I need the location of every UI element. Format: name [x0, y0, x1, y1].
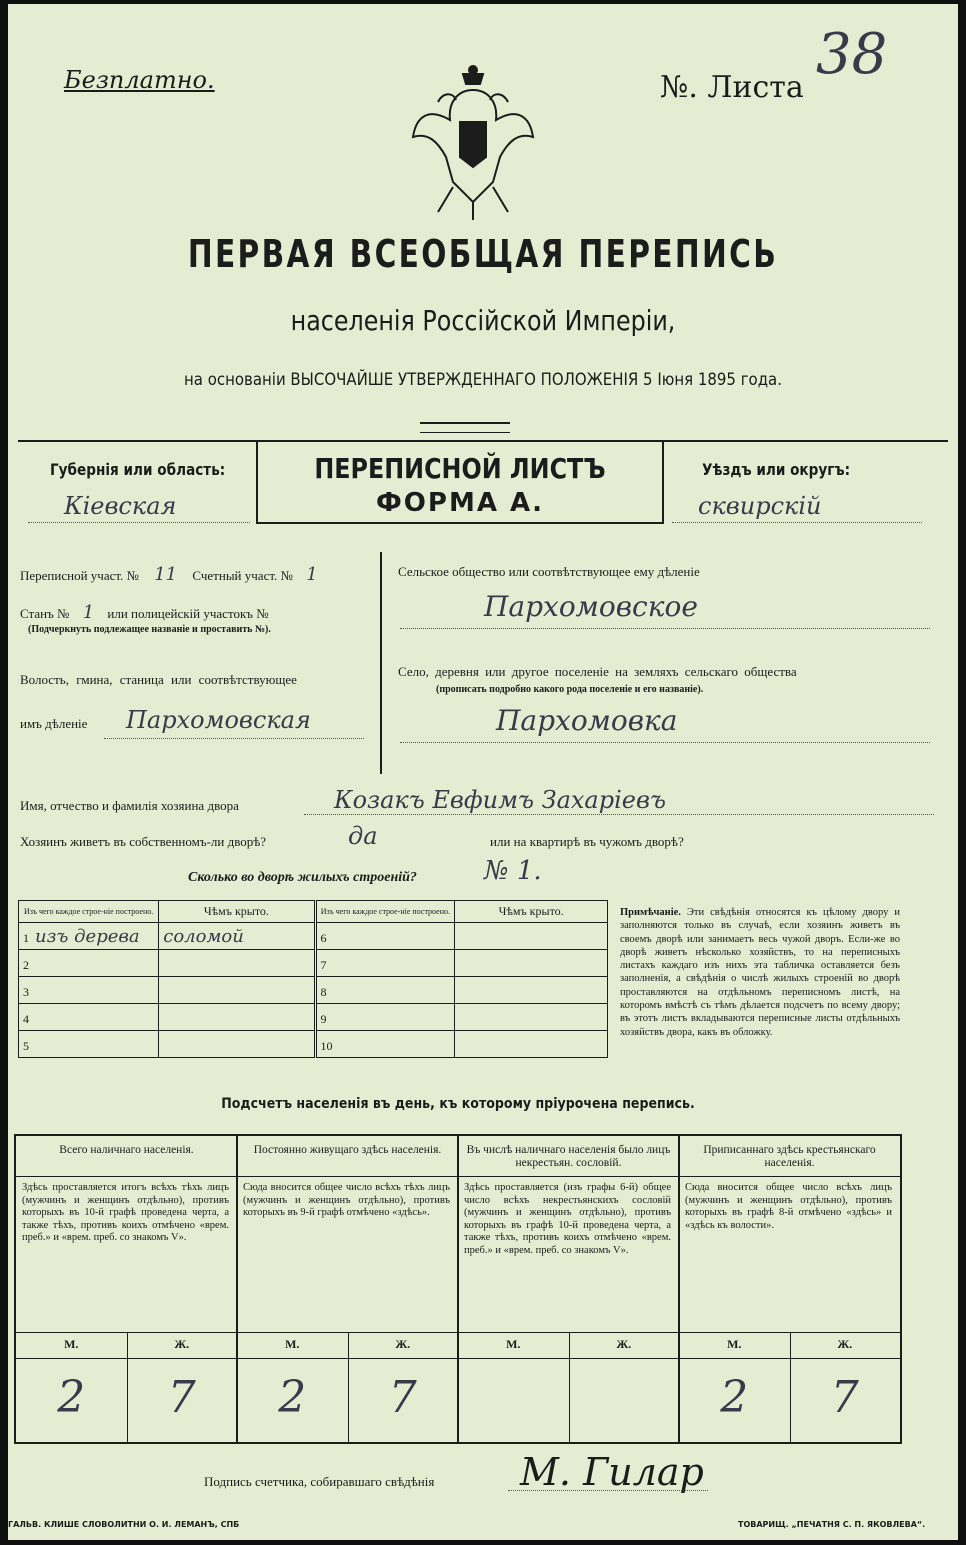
female-label: Ж. — [395, 1337, 411, 1351]
summary-table — [14, 1134, 902, 1444]
material-cell — [19, 977, 159, 1004]
summary-col-divider — [457, 1136, 459, 1442]
form-bottom-rule — [256, 522, 664, 524]
free-of-charge-label: Безплатно. — [64, 66, 215, 94]
material-cell — [315, 1004, 455, 1031]
material-cell — [19, 1004, 159, 1031]
middle-divider — [380, 552, 382, 774]
ornament-divider — [420, 422, 510, 433]
row-number: 3 — [23, 984, 29, 999]
summary-title: Подсчетъ населенія въ день, къ которому пріурочена перепись. — [221, 1096, 695, 1112]
roof-cell — [455, 977, 608, 1004]
village-label: Село, деревня или другое поселеніе на земляхъ сельскаго общества — [398, 664, 797, 679]
own-yard-value: да — [348, 822, 378, 850]
roof-cell — [159, 1004, 315, 1031]
census-sheet — [8, 4, 958, 1540]
buildings-row — [19, 923, 608, 950]
summary-col-text: Сюда вносится общее число всѣхъ тѣхъ лицъ (мужчинъ и женщинъ отдѣльно), противъ которыхъ въ 9-й графѣ отмѣчено «здѣсь». — [243, 1182, 450, 1218]
roof-cell — [455, 1031, 608, 1058]
buildings-row — [19, 977, 608, 1004]
double-headed-eagle-icon — [408, 62, 538, 222]
material-cell — [19, 950, 159, 977]
society-label: Сельское общество или соотвѣтствующее ему дѣленіе — [398, 564, 700, 579]
male-label: М. — [727, 1337, 742, 1351]
roof-cell — [159, 923, 315, 950]
buildings-count-label: Сколько во дворѣ жилыхъ строеній? — [188, 870, 417, 885]
roof-value: соломой — [163, 925, 244, 947]
row-number: 1 — [23, 930, 29, 945]
material-cell — [19, 1031, 159, 1058]
own-yard-label: Хозяинъ живетъ въ собственномъ-ли дворѣ? — [20, 834, 267, 849]
owner-name-value: Козакъ Евфимъ Захарiевъ — [334, 786, 666, 814]
volost-value: Пархомовская — [126, 706, 311, 734]
row-number: 6 — [320, 930, 327, 945]
summary-col-text: Здѣсь проставляется (изъ графы 6-й) общее число всѣхъ некрестьянскихъ сословій (мужчинъ и женщинъ отдѣльно), противъ которыхъ въ графѣ 10-й проведена черта, а также тѣхъ, противъ коихъ отмѣчено «врем. преб.» и «врем. преб. со знакомъ V». — [464, 1182, 671, 1256]
col-material-left: Изъ чего каждое строе-ніе построено. — [19, 901, 159, 923]
row-number: 2 — [23, 957, 29, 972]
roof-cell — [159, 1031, 315, 1058]
form-right-divider — [662, 440, 664, 524]
roof-cell — [159, 977, 315, 1004]
row-number: 10 — [320, 1038, 333, 1053]
col-roof-left: Чѣмъ крыто. — [159, 901, 315, 923]
village-note: (прописать подробно какого рода поселеніе и его названіе). — [436, 684, 704, 695]
buildings-row — [19, 950, 608, 977]
roof-cell — [455, 950, 608, 977]
printer-left: ГАЛЬВ. КЛИШЕ СЛОВОЛИТНИ О. И. ЛЕМАНЪ, СПБ — [8, 1520, 240, 1529]
roof-cell — [455, 923, 608, 950]
female-label: Ж. — [616, 1337, 632, 1351]
col-material-right: Изъ чего каждое строе-ніе построено. — [315, 901, 455, 923]
roof-cell — [159, 950, 315, 977]
summary-col-text: Сюда вносится общее число всѣхъ лицъ (мужчинъ и женщинъ отдѣльно), противъ которыхъ въ графѣ 8-й отмѣчено «здѣсь» и «здѣсь къ волости». — [685, 1182, 892, 1231]
male-count: 2 — [720, 1372, 749, 1423]
province-label: Губернія или область: — [50, 460, 226, 479]
subtitle: населенія Россійской Имперіи, — [290, 304, 676, 337]
count-plot-value: 1 — [306, 564, 318, 585]
female-label: Ж. — [174, 1337, 190, 1351]
female-label: Ж. — [837, 1337, 853, 1351]
summary-col-head: Всего наличнаго населенія. — [59, 1144, 194, 1156]
enumerator-signature: М. Гилар — [520, 1450, 704, 1494]
female-count: 7 — [388, 1372, 417, 1423]
col-roof-right: Чѣмъ крыто. — [455, 901, 608, 923]
summary-col-head: Приписаннаго здѣсь крестьянскаго населенія. — [703, 1144, 876, 1169]
summary-col-head: Постоянно живущаго здѣсь населенія. — [253, 1144, 442, 1156]
census-plot-label: Переписной участ. № — [20, 568, 139, 583]
buildings-count-value: № 1. — [484, 856, 542, 886]
buildings-row — [19, 1004, 608, 1031]
material-cell — [315, 977, 455, 1004]
count-plot-label: Счетный участ. № — [192, 568, 293, 583]
male-count: 2 — [278, 1372, 307, 1423]
society-value: Пархомовское — [484, 590, 698, 623]
row-number: 7 — [320, 957, 327, 972]
note-head: Примѣчаніе. — [620, 907, 681, 918]
stan-value: 1 — [82, 602, 95, 623]
male-label: М. — [64, 1337, 79, 1351]
female-count: 7 — [167, 1372, 196, 1423]
police-note: (Подчеркнуть подлежащее названіе и проставить №). — [28, 624, 271, 635]
male-label: М. — [285, 1337, 300, 1351]
form-subtitle: ФОРМА А. — [376, 488, 544, 518]
sheet-number-label: №. Листа — [660, 70, 804, 105]
province-value: Кіевская — [64, 492, 177, 520]
owner-name-label: Имя, отчество и фамилія хозяина двора — [20, 798, 239, 813]
female-count: 7 — [830, 1372, 859, 1423]
material-cell — [315, 1031, 455, 1058]
form-top-rule — [18, 440, 948, 442]
buildings-note: Эти свѣдѣнія относятся къ цѣлому двору и заполняются только въ случаѣ, если хозяинъ живетъ въ своемъ дворѣ или занимаетъ весь чужой дворъ. Если-же во дворѣ живетъ нѣсколько хозяйствъ, то на переписныхъ листахъ каждаго изъ нихъ эта табличка оставляется безъ заполненія, а свѣдѣнія о числѣ жилыхъ строеній во дворѣ проставляются на отдѣльномъ переписномъ листѣ, на которомъ вмѣстѣ съ тѣмъ дѣлается подсчетъ по всему двору; въ этотъ листъ вкладываются переписные листы отдѣльныхъ хозяйствъ двора, какъ въ обложку. — [620, 907, 901, 1038]
material-cell — [315, 950, 455, 977]
district-value: сквирскій — [698, 492, 822, 520]
summary-col-text: Здѣсь проставляется итогъ всѣхъ тѣхъ лицъ (мужчинъ и женщинъ отдѣльно), противъ которыхъ въ 10-й графѣ проведена черта, а также тѣхъ, противъ коихъ отмѣчено «врем. преб.» и «врем. преб. со знакомъ V». — [22, 1182, 229, 1243]
volost-label-2: имъ дѣленіе — [20, 716, 88, 731]
village-value: Пархомовка — [496, 704, 678, 737]
material-cell — [19, 923, 159, 950]
buildings-table — [18, 900, 608, 1058]
row-number: 5 — [23, 1038, 29, 1053]
census-plot-value: 11 — [154, 564, 178, 585]
row-number: 4 — [23, 1011, 29, 1026]
form-title: ПЕРЕПИСНОЙ ЛИСТЪ — [314, 452, 606, 485]
district-label: Уѣздъ или округъ: — [702, 460, 851, 479]
material-cell — [315, 923, 455, 950]
summary-col-head: Въ числѣ наличнаго населенія было лицъ некрестьян. сословій. — [466, 1144, 671, 1169]
material-value: изъ дерева — [35, 925, 140, 947]
printer-right: ТОВАРИЩ. „ПЕЧАТНЯ С. П. ЯКОВЛЕВА“. — [738, 1520, 926, 1529]
male-label: М. — [506, 1337, 521, 1351]
stan-label: Станъ № — [20, 606, 70, 621]
police-label: или полицейскій участокъ № — [107, 606, 269, 621]
rented-label: или на квартирѣ въ чужомъ дворѣ? — [490, 834, 684, 849]
buildings-row — [19, 1031, 608, 1058]
main-title: ПЕРВАЯ ВСЕОБЩАЯ ПЕРЕПИСЬ — [187, 232, 779, 276]
volost-label: Волость, гмина, станица или соотвѣтствующее — [20, 672, 297, 687]
sheet-number-value: 38 — [816, 22, 888, 87]
male-count: 2 — [57, 1372, 86, 1423]
roof-cell — [455, 1004, 608, 1031]
signature-label: Подпись счетчика, собиравшаго свѣдѣнія — [204, 1474, 435, 1489]
legal-basis: на основаніи ВЫСОЧАЙШЕ УТВЕРЖДЕННАГО ПОЛОЖЕНІЯ 5 Іюня 1895 года. — [184, 370, 782, 390]
row-number: 8 — [320, 984, 327, 999]
row-number: 9 — [320, 1011, 327, 1026]
